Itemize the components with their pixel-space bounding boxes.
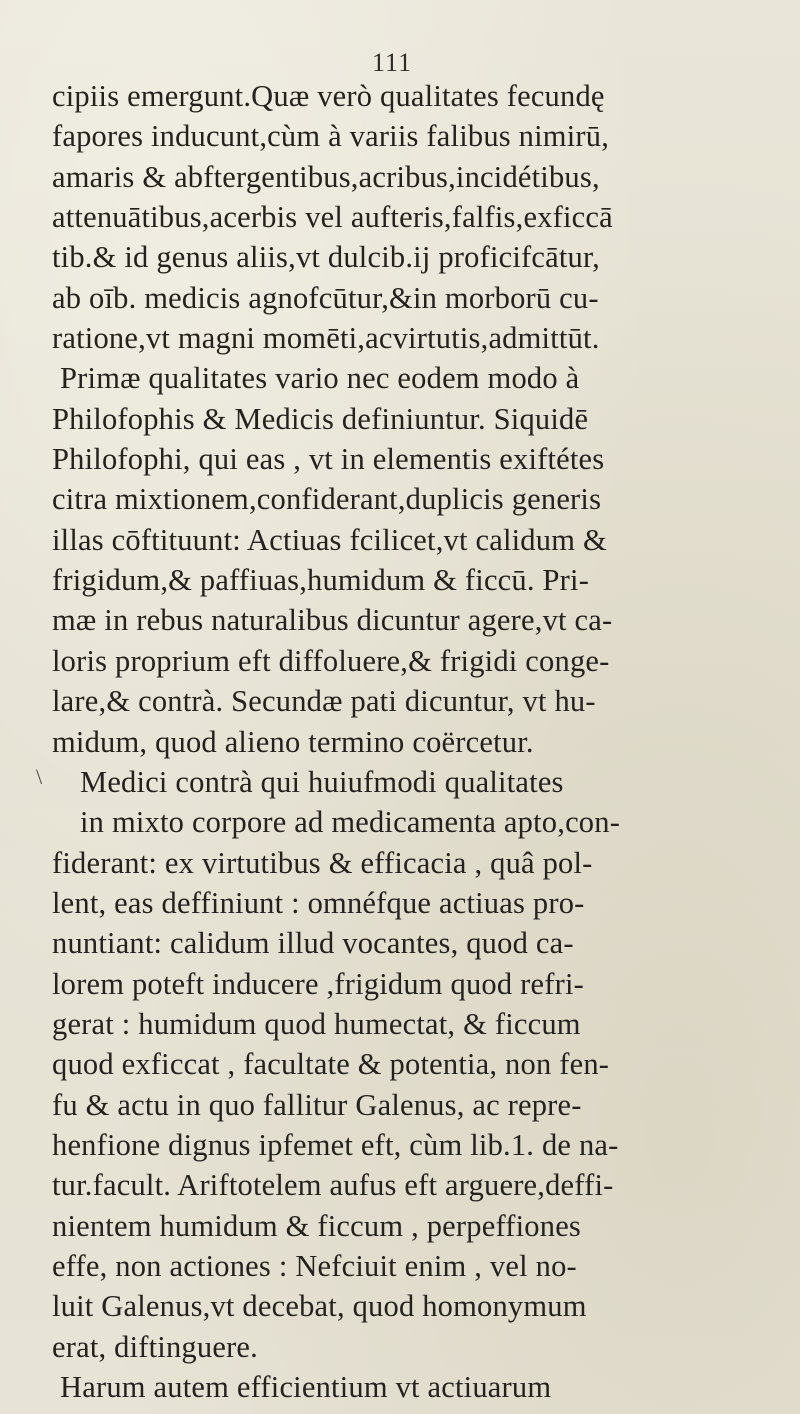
text-line: gerat : humidum quod humectat, & ficcum [52,1006,581,1041]
paragraph-start-line: Medici contrà qui huiufmodi qualitates [80,764,564,799]
text-line: fapores inducunt,cùm à variis falibus nimirū, [52,119,610,154]
text-line: henfione dignus ipfemet eft, cùm lib.1. de na- [52,1127,619,1162]
text-line: lare,& contrà. Secundæ pati dicuntur, vt hu- [52,684,596,719]
text-line: lorem poteft inducere ,frigidum quod refri- [52,966,584,1001]
text-line: lent, eas deffiniunt : omnéfque actiuas pro- [52,885,585,920]
text-line: mæ in rebus naturalibus dicuntur agere,vt ca- [52,603,613,638]
text-line: nuntiant: calidum illud vocantes, quod ca- [52,926,574,961]
text-line: ratione,vt magni momēti,acvirtutis,admittūt. [52,321,600,356]
text-line: effe, non actiones : Nefciuit enim , vel no- [52,1248,577,1283]
text-line: fiderant: ex virtutibus & efficacia , quâ pol- [52,845,593,880]
paragraph-start-line: Primæ qualitates vario nec eodem modo à [60,361,580,396]
text-line: luit Galenus,vt decebat, quod homonymum [52,1289,587,1324]
page-number: 111 [372,48,413,77]
text-line: nientem humidum & ficcum , perpeffiones [52,1208,581,1243]
text-line: Philofophis & Medicis definiuntur. Siquidē [52,401,589,436]
text-line: loris proprium eft diffoluere,& frigidi conge- [52,643,610,678]
text-line: fu & actu in quo fallitur Galenus, ac repre- [52,1087,582,1122]
text-line: illas cōftituunt: Actiuas fcilicet,vt calidum & [52,522,607,557]
body-text [52,76,772,1407]
text-line: quod exficcat , facultate & potentia, non fen- [52,1047,610,1082]
text-line: ab oīb. medicis agnofcūtur,&in morborū cu- [52,280,599,315]
paragraph-start-line: Harum autem efficientium vt actiuarum [60,1370,552,1404]
text-line: Philofophi, qui eas , vt in elementis exiftétes [52,442,605,477]
text-line: cipiis emergunt.Quæ verò qualitates fecundę [52,79,605,113]
text-line: frigidum,& paffiuas,humidum & ficcū. Pri- [52,563,590,598]
margin-mark: \ [36,764,43,789]
text-line: in mixto corpore ad medicamenta apto,con- [80,805,621,840]
text-line: attenuātibus,acerbis vel aufteris,falfis,exficcā [52,200,613,235]
text-line: amaris & abftergentibus,acribus,incidétibus, [52,159,600,194]
text-line: erat, diftinguere. [52,1329,258,1364]
text-line: citra mixtionem,confiderant,duplicis generis [52,482,602,517]
text-line: tib.& id genus aliis,vt dulcib.ij proficifcātur, [52,240,600,275]
text-line: midum, quod alieno termino coërcetur. [52,724,534,759]
text-line: tur.facult. Ariftotelem aufus eft arguere,deffi- [52,1168,614,1203]
